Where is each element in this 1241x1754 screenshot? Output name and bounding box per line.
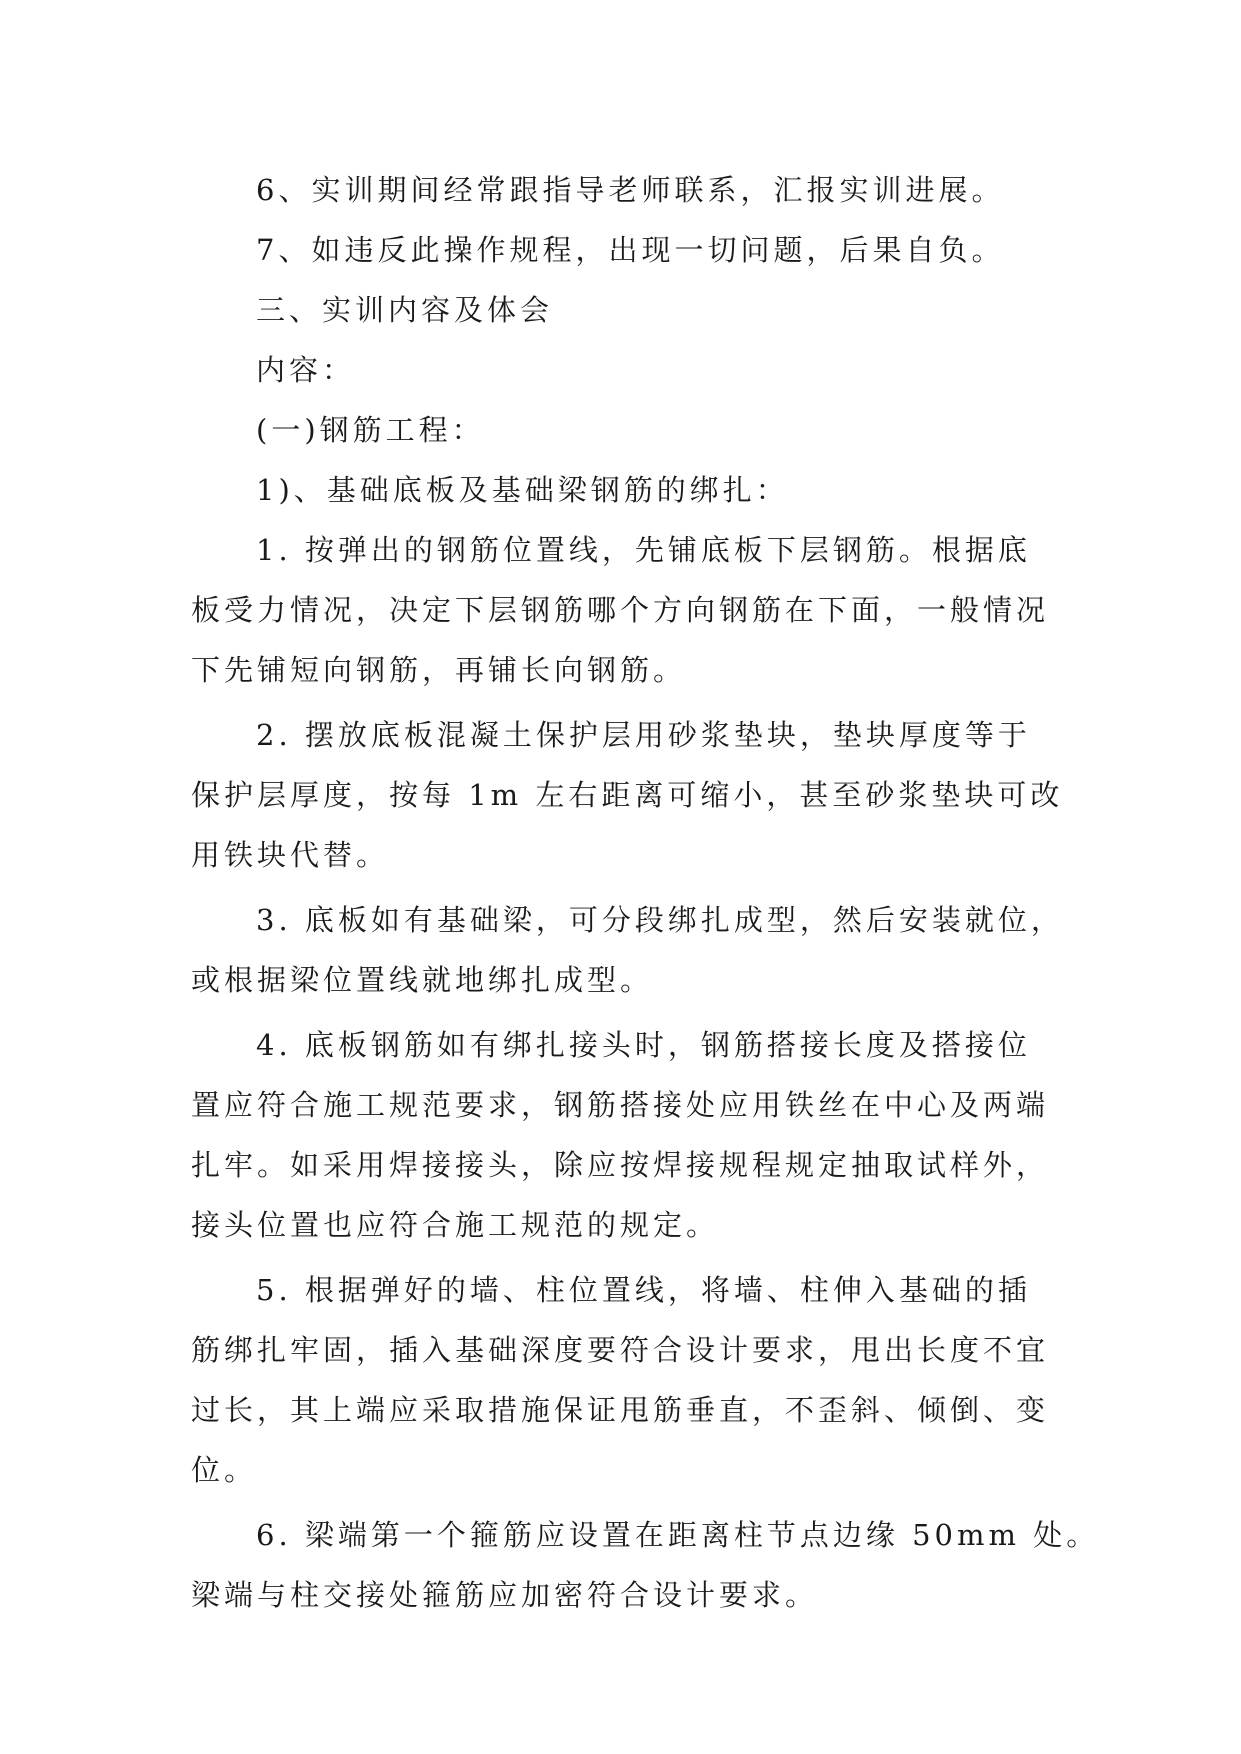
text-line: 筋绑扎牢固，插入基础深度要符合设计要求，甩出长度不宜 [191,1333,1050,1367]
text-line: 用铁块代替。 [191,838,390,872]
text-line: 扎牢。如采用焊接接头，除应按焊接规程规定抽取试样外， [191,1148,1050,1182]
document-body [191,160,1100,1625]
text-line: 4. 底板钢筋如有绑扎接头时，钢筋搭接长度及搭接位 [256,1028,1031,1062]
text-line: 或根据梁位置线就地绑扎成型。 [191,963,654,997]
text-line: 梁端与柱交接处箍筋应加密符合设计要求。 [191,1578,819,1612]
text-line: 保护层厚度，按每 1m 左右距离可缩小，甚至砂浆垫块可改 [191,778,1064,812]
text-line: 6. 梁端第一个箍筋应设置在距离柱节点边缘 50mm 处。 [256,1518,1100,1552]
text-line: 5. 根据弹好的墙、柱位置线，将墙、柱伸入基础的插 [256,1273,1031,1307]
text-line: 7、如违反此操作规程，出现一切问题，后果自负。 [256,233,1005,267]
text-line: 6、实训期间经常跟指导老师联系，汇报实训进展。 [256,173,1005,207]
text-line: 内容： [256,353,356,387]
text-line: 位。 [191,1453,258,1487]
text-line: 1)、基础底板及基础梁钢筋的绑扎： [256,473,789,507]
text-line: 1. 按弹出的钢筋位置线，先铺底板下层钢筋。根据底 [256,533,1031,567]
text-line: 板受力情况，决定下层钢筋哪个方向钢筋在下面，一般情况 [191,593,1050,627]
text-line: 2. 摆放底板混凝土保护层用砂浆垫块，垫块厚度等于 [256,718,1031,752]
text-line: 接头位置也应符合施工规范的规定。 [191,1208,720,1242]
text-line: 下先铺短向钢筋，再铺长向钢筋。 [191,653,687,687]
text-line: 三、实训内容及体会 [256,293,554,327]
text-line: 3. 底板如有基础梁，可分段绑扎成型，然后安装就位， [256,903,1064,937]
text-line: 过长，其上端应采取措施保证甩筋垂直，不歪斜、倾倒、变 [191,1393,1050,1427]
text-line: (一)钢筋工程： [256,413,485,447]
text-line: 置应符合施工规范要求，钢筋搭接处应用铁丝在中心及两端 [191,1088,1050,1122]
